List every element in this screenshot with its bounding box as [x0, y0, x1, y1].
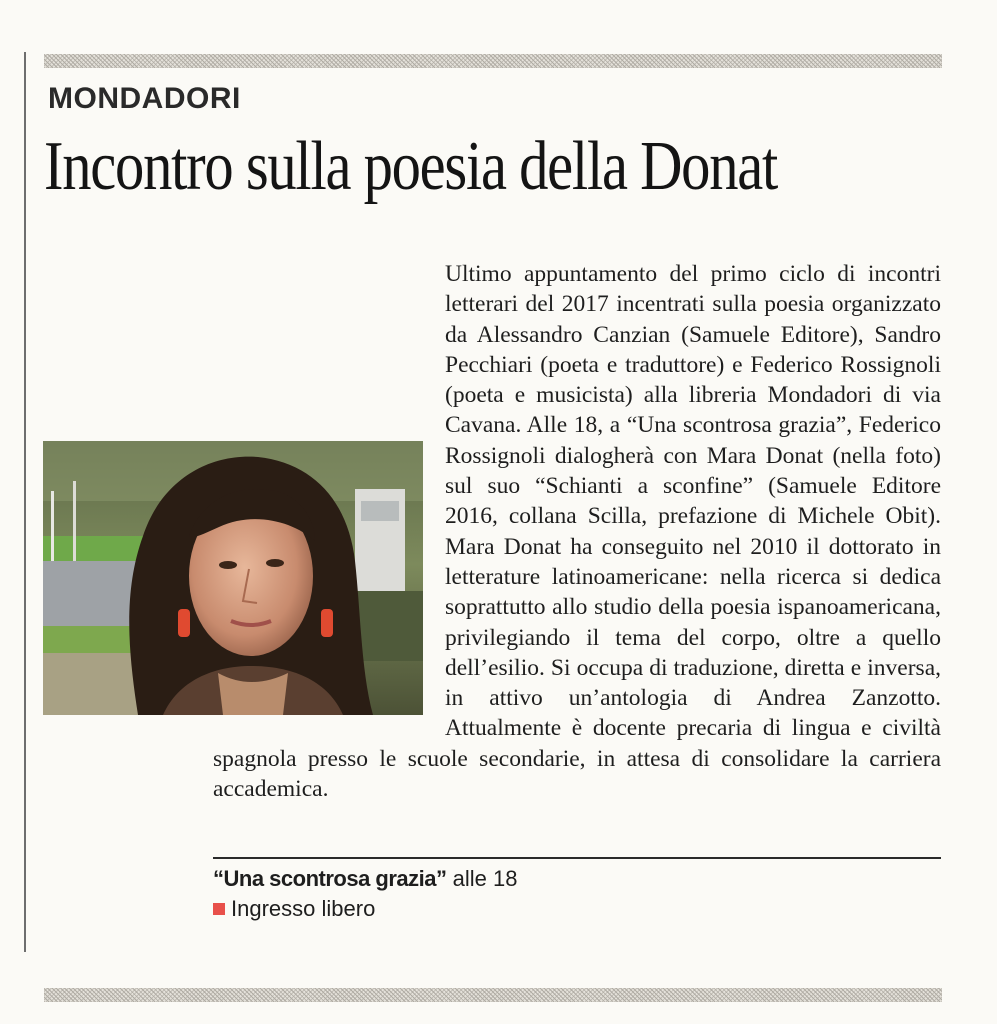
info-rule [213, 857, 941, 859]
event-time: alle 18 [446, 866, 518, 891]
article-body-text: Ultimo appuntamento del primo ciclo di incontri letterari del 2017 incentrati sulla poesia organizzato da Alessandro Canzian (Samuele Editore), Sandro Pecchiari (poeta e traduttore) e Federico Rossignoli (poeta e musicista) alla libreria Mondadori di via Cavana. Alle 18, a “Una scontrosa grazia”, Federico Rossignoli dialogherà con Mara Donat (nella foto) sul suo “Schianti a sconfine” (Samuele Editore 2016, collana Scilla, prefazione di Michele Obit). Mara Donat ha conseguito nel 2010 il dottorato in letterature latinoamericane: nella ricerca si dedica soprattutto allo studio della poesia ispanoamericana, privilegiando il tema del corpo, oltre a quello dell’esilio. Si occupa di traduzione, diretta e inversa, in attivo un’antologia di Andrea Zanzotto. Attualmente è docente precaria di lingua e civiltà spagnola presso le scuole secondarie, in attesa di consolidare la carriera accademica. [213, 261, 941, 803]
article-headline: Incontro sulla poesia della Donat [44, 128, 778, 205]
section-kicker: MONDADORI [48, 82, 241, 115]
author-photo [43, 441, 423, 715]
column-rule [24, 52, 26, 952]
top-border-strip [44, 54, 942, 68]
event-info [213, 866, 517, 892]
red-square-icon [213, 903, 225, 915]
admission-info [213, 896, 375, 922]
bottom-border-strip [44, 988, 942, 1002]
event-title: “Una scontrosa grazia” [213, 866, 447, 891]
admission-text: Ingresso libero [231, 896, 376, 921]
